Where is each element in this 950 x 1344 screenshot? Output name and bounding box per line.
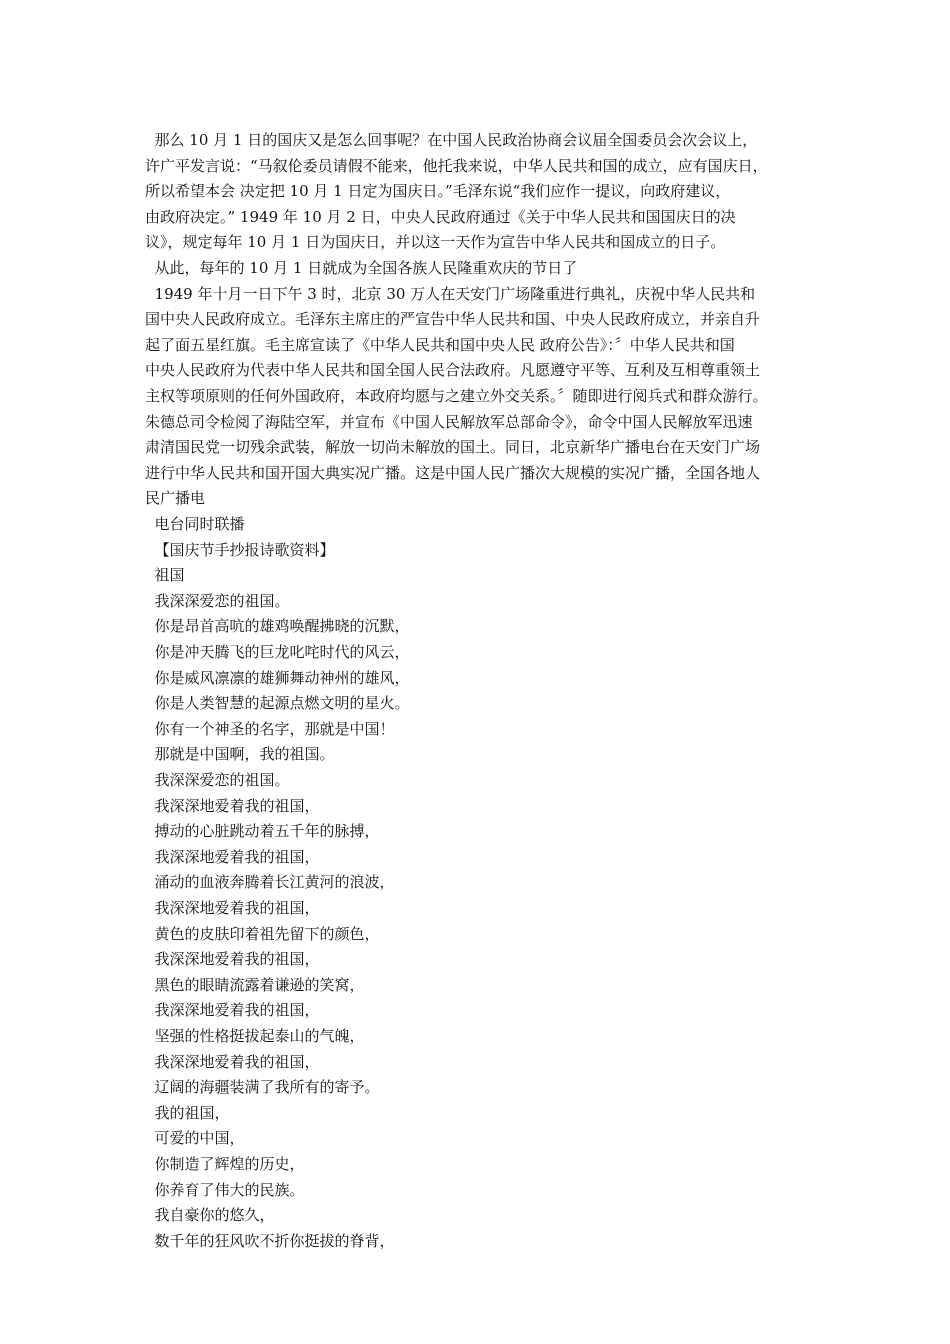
text-line: 你制造了辉煌的历史， bbox=[145, 1155, 305, 1173]
text-line: 你是昂首高吭的雄鸡唤醒拂晓的沉默， bbox=[145, 617, 410, 636]
text-line: 1949 年十月一日下午 3 时，北京 30 万人在天安门广场隆重进行典礼，庆祝中华人民共和 bbox=[145, 284, 756, 303]
text-line: 辽阔的海疆装满了我所有的寄予。 bbox=[145, 1078, 380, 1097]
text-line: 民广播电 bbox=[145, 489, 206, 508]
text-line: 黄色的皮肤印着祖先留下的颜色， bbox=[145, 924, 380, 943]
text-line: 我深深地爱着我的祖国， bbox=[145, 796, 320, 815]
text-line: 你是冲天腾飞的巨龙叱咤时代的风云， bbox=[145, 643, 410, 661]
text-line: 主权等项原则的任何外国政府，本政府均愿与之建立外交关系。〞随即进行阅兵式和群众游行。 bbox=[145, 387, 768, 405]
text-line: 议》，规定每年 10 月 1 日为国庆日，并以这一天作为宣告中华人民共和国成立的日子。 bbox=[145, 233, 726, 252]
text-line: 起了面五星红旗。毛主席宣读了《中华人民共和国中央人民 政府公告》：〞中华人民共和国 bbox=[145, 335, 735, 354]
text-line: 电台同时联播 bbox=[145, 515, 245, 533]
text-line: 祖国 bbox=[145, 566, 185, 585]
text-line: 从此，每年的 10 月 1 日就成为全国各族人民隆重欢庆的节日了 bbox=[145, 259, 578, 277]
text-line: 可爱的中国， bbox=[145, 1129, 245, 1148]
text-line: 你是威风凛凛的雄狮舞动神州的雄风， bbox=[145, 668, 410, 687]
text-line: 国中央人民政府成立。毛泽东主席庄的严宣告中华人民共和国、中央人民政府成立，并亲自升 bbox=[145, 310, 761, 329]
text-line: 我深深爱恋的祖国。 bbox=[145, 591, 290, 610]
text-line: 那么 10 月 1 日的国庆又是怎么回事呢？在中国人民政治协商会议届全国委员会次会议上， bbox=[145, 131, 758, 149]
text-line: 你是人类智慧的起源点燃文明的星火。 bbox=[145, 694, 410, 713]
text-line: 进行中华人民共和国开国大典实况广播。这是中国人民广播次大规模的实况广播，全国各地人 bbox=[145, 463, 761, 482]
text-line: 数千年的狂风吹不折你挺拔的脊背， bbox=[145, 1231, 395, 1250]
text-line: 肃清国民党一切残余武装，解放一切尚未解放的国土。同日，北京新华广播电台在天安门广场 bbox=[145, 438, 761, 457]
text-line: 所以希望本会 决定把 10 月 1 日定为国庆日。”毛泽东说“我们应作一提议，向政府建议， bbox=[145, 182, 731, 201]
text-line: 我深深地爱着我的祖国， bbox=[145, 1052, 320, 1071]
text-line: 我深深爱恋的祖国。 bbox=[145, 771, 290, 789]
text-line: 坚强的性格挺拔起泰山的气魄， bbox=[145, 1027, 365, 1045]
text-line: 我自豪你的悠久， bbox=[145, 1206, 275, 1225]
text-line: 【国庆节手抄报诗歌资料】 bbox=[145, 540, 335, 559]
text-line: 朱德总司令检阅了海陆空军，并宣布《中国人民解放军总部命令》，命令中国人民解放军迅速 bbox=[145, 412, 753, 431]
text-line: 中央人民政府为代表中华人民共和国全国人民合法政府。凡愿遵守平等、互利及互相尊重领土 bbox=[145, 361, 761, 380]
text-line: 我的祖国， bbox=[145, 1103, 230, 1122]
text-line: 黑色的眼睛流露着谦逊的笑窝， bbox=[145, 975, 365, 994]
text-line: 我深深地爱着我的祖国， bbox=[145, 1001, 320, 1020]
text-line: 我深深地爱着我的祖国， bbox=[145, 950, 320, 969]
text-line: 我深深地爱着我的祖国， bbox=[145, 899, 320, 917]
text-line: 搏动的心脏跳动着五千年的脉搏， bbox=[145, 822, 380, 841]
text-line: 你养育了伟大的民族。 bbox=[145, 1180, 305, 1199]
text-line: 由政府决定。” 1949 年 10 月 2 日，中央人民政府通过《关于中华人民共和国国庆日的决 bbox=[145, 207, 736, 226]
text-line: 你有一个神圣的名字，那就是中国！ bbox=[145, 719, 395, 738]
text-line: 涌动的血液奔腾着长江黄河的浪波， bbox=[145, 873, 395, 892]
text-line: 我深深地爱着我的祖国， bbox=[145, 847, 320, 866]
text-line: 许广平发言说：“马叙伦委员请假不能来，他托我来说，中华人民共和国的成立，应有国庆日， bbox=[145, 156, 768, 175]
text-line: 那就是中国啊，我的祖国。 bbox=[145, 745, 335, 764]
